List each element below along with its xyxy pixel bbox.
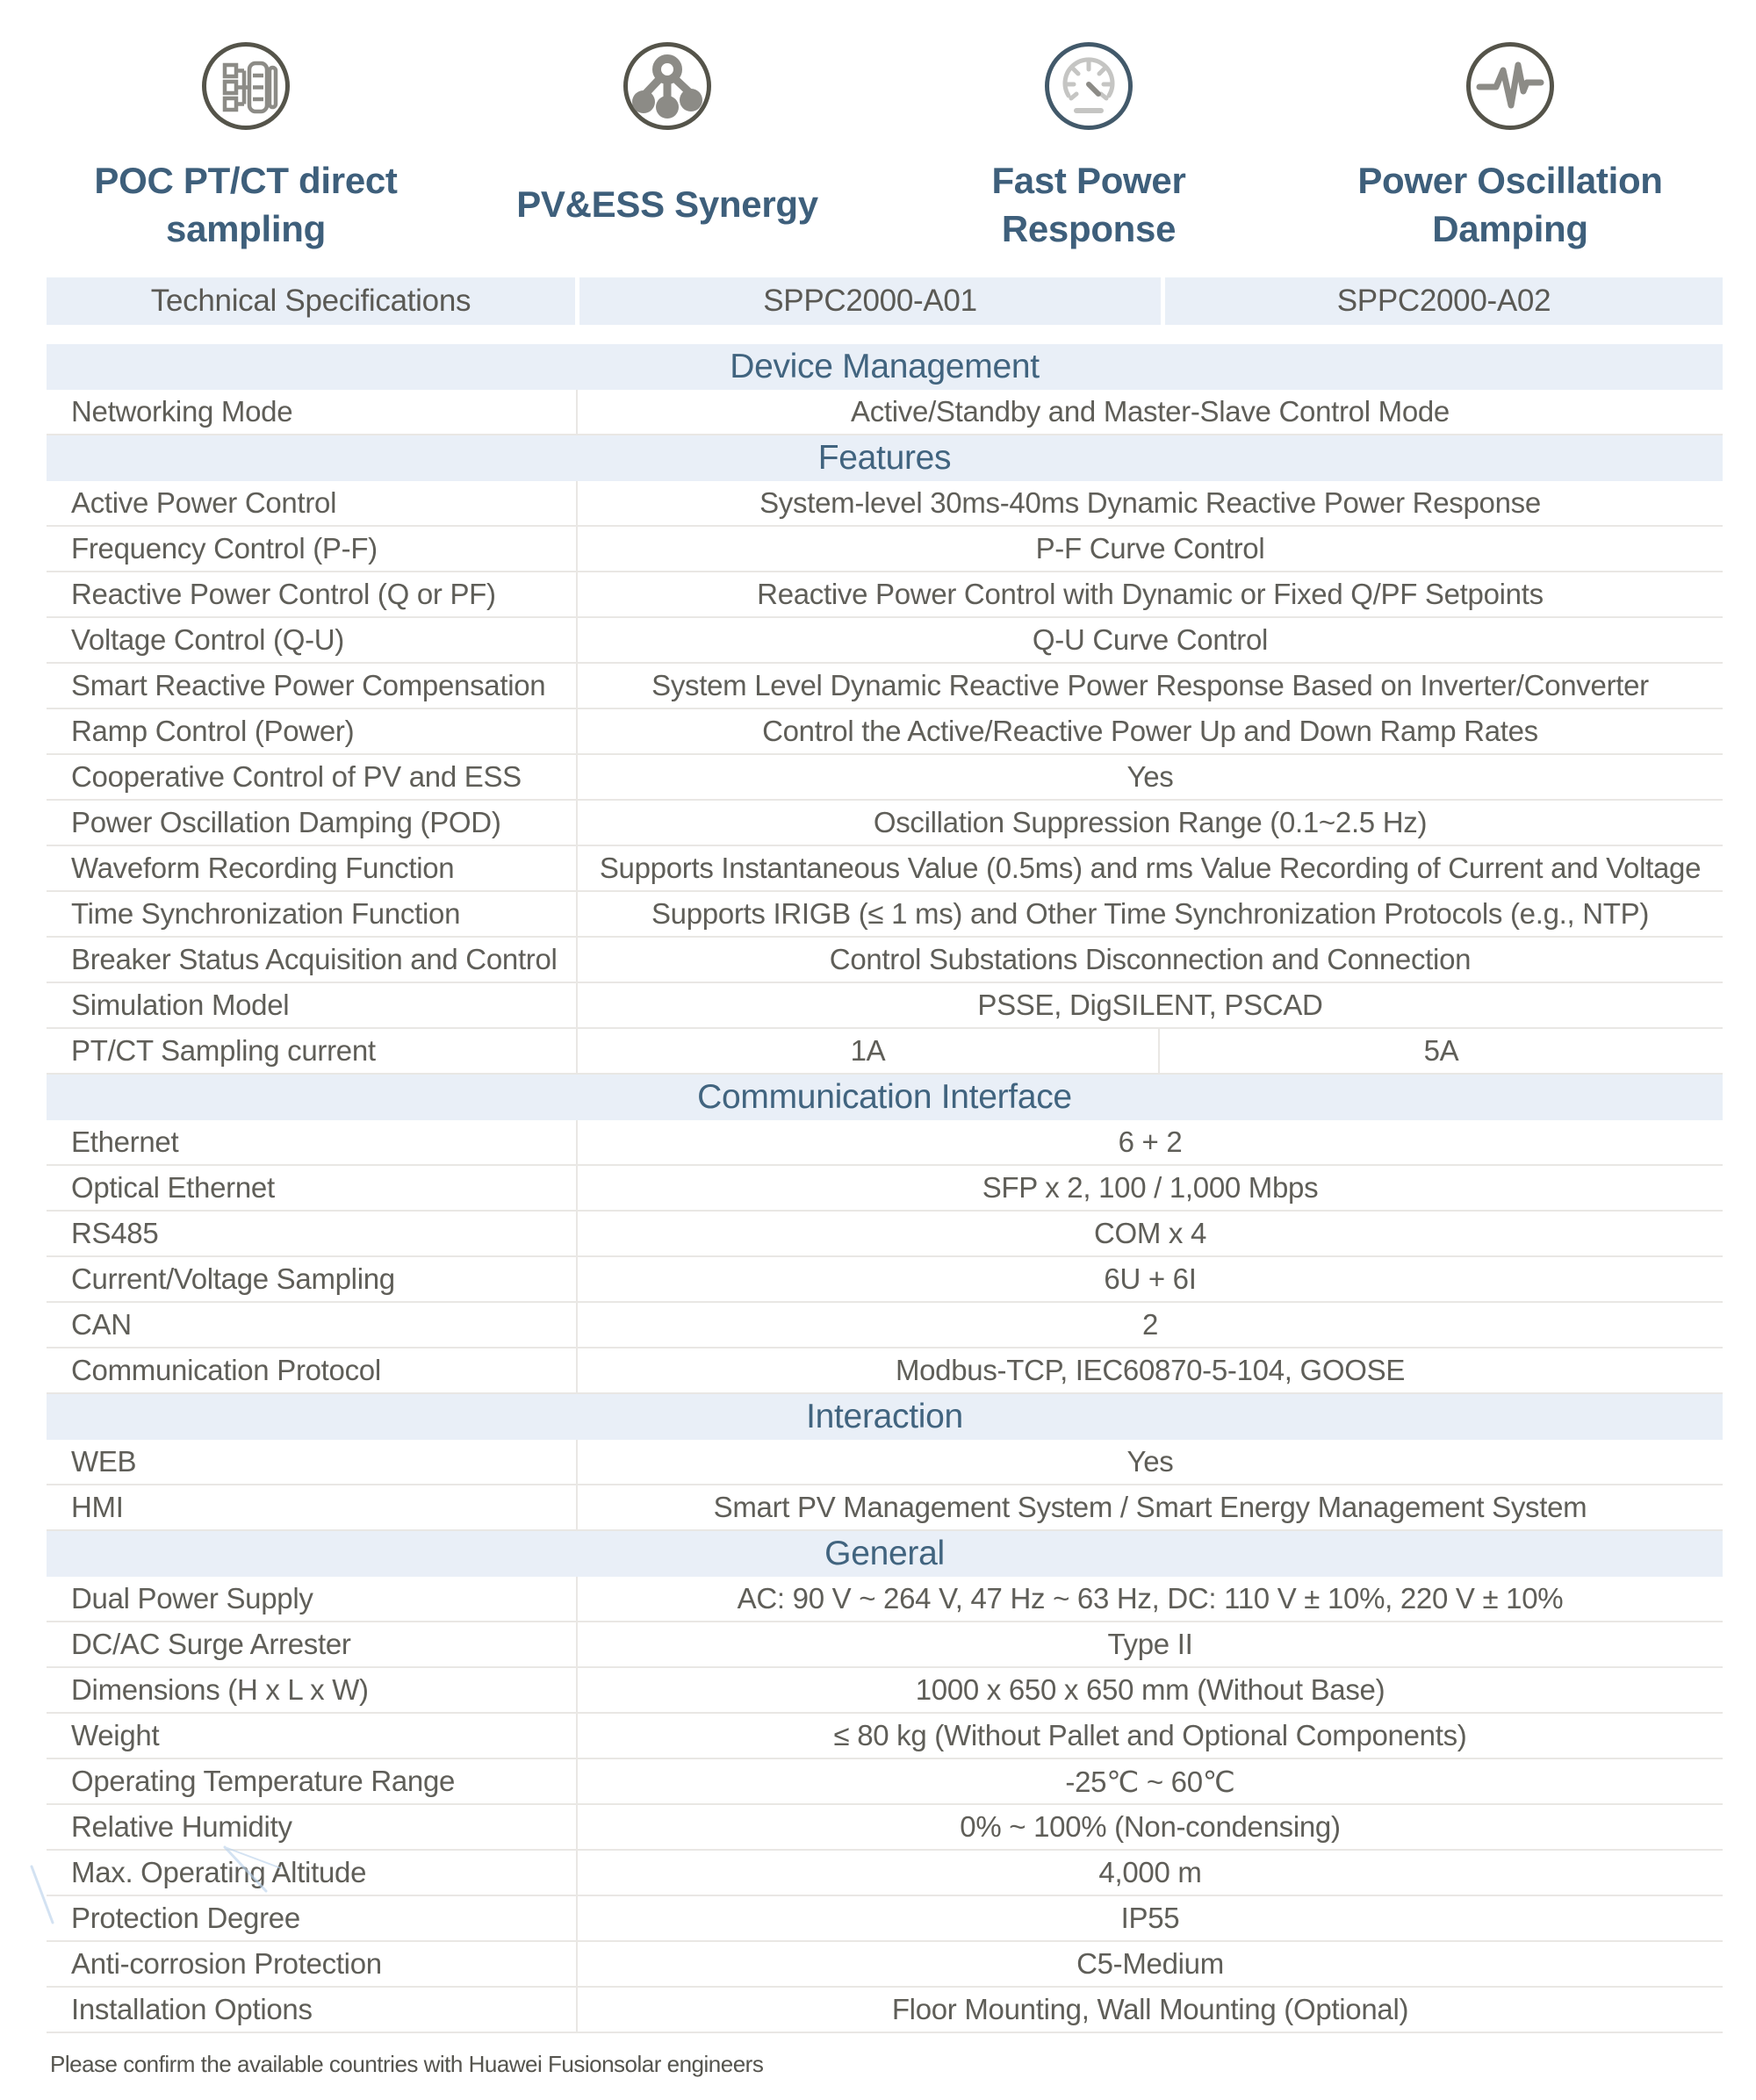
spec-row-value: C5-Medium [1076, 1947, 1224, 1980]
spec-row-cooperative-control-of-pv-and-ess [47, 755, 1723, 801]
spec-row-active-power-control [47, 481, 1723, 527]
spec-row-label: Voltage Control (Q-U) [47, 618, 578, 662]
spec-row-protection-degree [47, 1896, 1723, 1942]
feature-label-line: PV&ESS Synergy [516, 183, 818, 226]
spec-row-value: SFP x 2, 100 / 1,000 Mbps [982, 1171, 1319, 1204]
spec-row-current-voltage-sampling [47, 1257, 1723, 1303]
spec-row-rs485 [47, 1212, 1723, 1257]
spec-row-dimensions-h-x-l-x-w [47, 1668, 1723, 1714]
spec-row-weight [47, 1714, 1723, 1759]
feature-label-line: Power Oscillation [1357, 159, 1663, 201]
spec-row-label: Installation Options [47, 1988, 578, 2032]
spec-row-value: System Level Dynamic Reactive Power Response Based on Inverter/Converter [651, 669, 1649, 701]
spec-table-header-row [47, 277, 1723, 325]
spec-row-label: WEB [47, 1440, 578, 1484]
spec-row-ethernet [47, 1120, 1723, 1166]
spec-row-value: AC: 90 V ~ 264 V, 47 Hz ~ 63 Hz, DC: 110 V ± 10%, 220 V ± 10% [737, 1582, 1564, 1615]
spec-row-label: DC/AC Surge Arrester [47, 1622, 578, 1666]
spec-row-value: Yes [1126, 760, 1174, 793]
spec-row-frequency-control-p-f [47, 527, 1723, 572]
spec-row-label: Current/Voltage Sampling [47, 1257, 578, 1301]
spec-row-value: Active/Standby and Master-Slave Control Mode [851, 395, 1450, 428]
spec-row-simulation-model [47, 983, 1723, 1029]
spec-row-value: 4,000 m [1098, 1856, 1202, 1888]
feature-label-line: Damping [1432, 208, 1588, 249]
spec-row-optical-ethernet [47, 1166, 1723, 1212]
ct-sampling-icon [200, 40, 291, 132]
spec-row-label: RS485 [47, 1212, 578, 1255]
spec-row-value: Type II [1107, 1628, 1193, 1660]
spec-row-label: Dimensions (H x L x W) [47, 1668, 578, 1712]
feature-label-line: POC PT/CT direct [94, 159, 398, 201]
synergy-icon [622, 40, 713, 132]
spec-row-breaker-status-acquisition-and-control [47, 938, 1723, 983]
spec-row-label: Smart Reactive Power Compensation [47, 664, 578, 708]
spec-row-label: Protection Degree [47, 1896, 578, 1940]
spec-row-value: Supports IRIGB (≤ 1 ms) and Other Time Synchronization Protocols (e.g., NTP) [651, 897, 1650, 930]
spec-row-anti-corrosion-protection [47, 1942, 1723, 1988]
feature-item-poc-sampling [35, 40, 457, 258]
spec-row-value: Reactive Power Control with Dynamic or Fixed Q/PF Setpoints [757, 578, 1544, 610]
spec-row-label: Breaker Status Acquisition and Control [47, 938, 578, 982]
spec-row-can [47, 1303, 1723, 1348]
header-cell-technical-specifications: Technical Specifications [47, 277, 575, 325]
spec-row-communication-protocol [47, 1348, 1723, 1394]
feature-item-fast-power-response [878, 40, 1299, 258]
spec-row-label: Operating Temperature Range [47, 1759, 578, 1803]
spec-row-label: HMI [47, 1485, 578, 1529]
spec-row-value-a02: 5A [1423, 1034, 1459, 1067]
spec-row-dual-power-supply [47, 1577, 1723, 1622]
spec-row-web [47, 1440, 1723, 1485]
feature-label [516, 151, 818, 258]
spec-row-max-operating-altitude [47, 1851, 1723, 1896]
spec-row-value: System-level 30ms-40ms Dynamic Reactive Power Response [759, 486, 1541, 519]
spec-row-time-synchronization-function [47, 892, 1723, 938]
feature-label [991, 151, 1185, 258]
section-band-general: General [47, 1531, 1723, 1577]
spec-row-label: Power Oscillation Damping (POD) [47, 801, 578, 845]
spec-row-power-oscillation-damping-pod [47, 801, 1723, 846]
header-cell-model-a01: SPPC2000-A01 [579, 277, 1161, 325]
spec-row-label: Time Synchronization Function [47, 892, 578, 936]
spec-row-value: Yes [1126, 1445, 1174, 1478]
spec-row-pt-ct-sampling-current [47, 1029, 1723, 1075]
spec-row-value: -25℃ ~ 60℃ [1065, 1765, 1235, 1798]
spec-row-value: 2 [1141, 1308, 1159, 1341]
spec-row-label: Active Power Control [47, 481, 578, 525]
spec-row-value: 6 + 2 [1118, 1126, 1183, 1158]
spec-row-value: P-F Curve Control [1035, 532, 1265, 565]
spec-row-value: Oscillation Suppression Range (0.1~2.5 Hz) [873, 806, 1428, 838]
spec-row-label: Optical Ethernet [47, 1166, 578, 1210]
feature-label [94, 151, 397, 258]
spec-row-label: Reactive Power Control (Q or PF) [47, 572, 578, 616]
spec-row-label: Waveform Recording Function [47, 846, 578, 890]
feature-label-line: Fast Power [991, 159, 1186, 201]
spec-row-value: ≤ 80 kg (Without Pallet and Optional Components) [833, 1719, 1467, 1751]
spec-row-operating-temperature-range [47, 1759, 1723, 1805]
spec-row-label: Relative Humidity [47, 1805, 578, 1849]
spec-row-waveform-recording-function [47, 846, 1723, 892]
spec-row-hmi [47, 1485, 1723, 1531]
spec-row-smart-reactive-power-compensation [47, 664, 1723, 709]
feature-label [1357, 151, 1662, 258]
spec-table-body [47, 344, 1723, 2033]
spec-row-label: Ramp Control (Power) [47, 709, 578, 753]
spec-row-reactive-power-control-q-or-pf [47, 572, 1723, 618]
spec-row-label: Weight [47, 1714, 578, 1758]
spec-row-networking-mode [47, 390, 1723, 435]
spec-row-label: Frequency Control (P-F) [47, 527, 578, 571]
spec-row-label: PT/CT Sampling current [47, 1029, 578, 1073]
spec-row-label: CAN [47, 1303, 578, 1347]
spec-row-value: Supports Instantaneous Value (0.5ms) and rms Value Recording of Current and Voltage [599, 852, 1702, 884]
spec-row-value-a01: 1A [578, 1029, 1160, 1073]
spec-row-value: Floor Mounting, Wall Mounting (Optional) [891, 1993, 1409, 2025]
spec-row-dc-ac-surge-arrester [47, 1622, 1723, 1668]
spec-row-value: Control Substations Disconnection and Connection [829, 943, 1472, 975]
spec-row-label: Max. Operating Altitude [47, 1851, 578, 1895]
spec-row-ramp-control-power [47, 709, 1723, 755]
waveform-icon [1465, 40, 1556, 132]
feature-item-power-oscillation-damping [1299, 40, 1721, 258]
spec-row-label: Dual Power Supply [47, 1577, 578, 1621]
spec-row-label: Networking Mode [47, 390, 578, 434]
feature-label-line: sampling [166, 208, 326, 249]
spec-row-value: COM x 4 [1093, 1217, 1207, 1249]
section-band-features: Features [47, 435, 1723, 481]
section-band-interaction: Interaction [47, 1394, 1723, 1440]
spec-row-label: Anti-corrosion Protection [47, 1942, 578, 1986]
features-section [0, 0, 1756, 258]
spec-row-value: IP55 [1120, 1902, 1180, 1934]
spec-row-label: Cooperative Control of PV and ESS [47, 755, 578, 799]
feature-item-pv-ess-synergy [457, 40, 878, 258]
spec-row-label: Communication Protocol [47, 1348, 578, 1392]
spec-row-value: Modbus-TCP, IEC60870-5-104, GOOSE [895, 1354, 1406, 1386]
spec-row-value: Q-U Curve Control [1032, 623, 1269, 656]
header-cell-model-a02: SPPC2000-A02 [1165, 277, 1723, 325]
spec-table [47, 277, 1723, 2033]
spec-row-label: Simulation Model [47, 983, 578, 1027]
feature-label-line: Response [1001, 208, 1177, 249]
spec-row-voltage-control-q-u [47, 618, 1723, 664]
spec-row-relative-humidity [47, 1805, 1723, 1851]
section-band-device-management: Device Management [47, 344, 1723, 390]
spec-row-value: Smart PV Management System / Smart Energy Management System [713, 1491, 1587, 1523]
spec-row-value: 0% ~ 100% (Non-condensing) [960, 1810, 1341, 1843]
spec-row-value: 6U + 6I [1104, 1262, 1197, 1295]
spec-row-value: 1000 x 650 x 650 mm (Without Base) [915, 1673, 1385, 1706]
spec-row-value: Control the Active/Reactive Power Up and Down Ramp Rates [762, 715, 1538, 747]
spec-row-value: PSSE, DigSILENT, PSCAD [977, 989, 1323, 1021]
spec-row-label: Ethernet [47, 1120, 578, 1164]
gauge-icon [1043, 40, 1134, 132]
section-band-communication-interface: Communication Interface [47, 1075, 1723, 1120]
footer-note: Please confirm the available countries with Huawei Fusionsolar engineers [50, 2051, 764, 2077]
spec-row-installation-options [47, 1988, 1723, 2033]
